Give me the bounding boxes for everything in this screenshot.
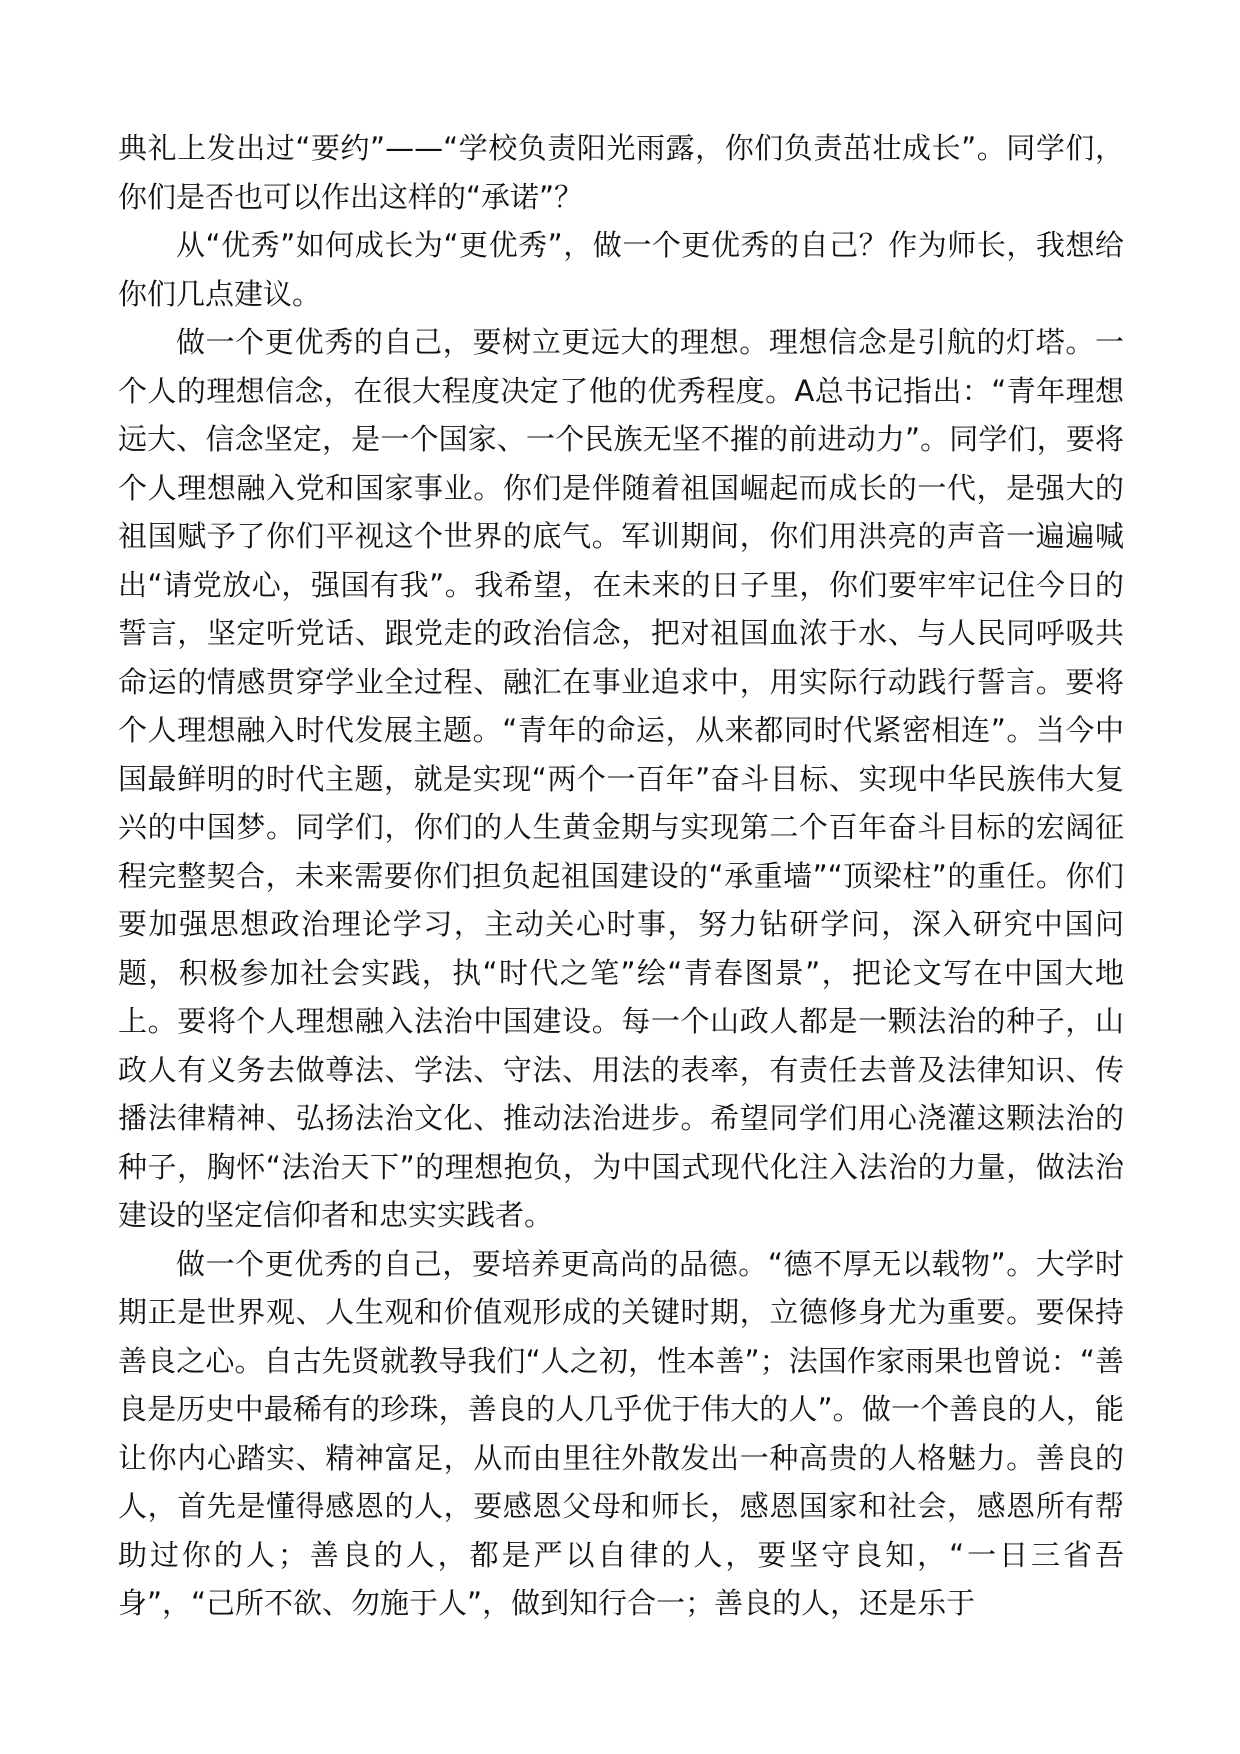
paragraph-1: 典礼上发出过“要约”——“学校负责阳光雨露，你们负责茁壮成长”。同学们，你们是否也可以作出这样的“承诺”？: [118, 131, 1124, 214]
document-body: [118, 124, 1124, 1628]
paragraph-2: 从“优秀”如何成长为“更优秀”，做一个更优秀的自己？作为师长，我想给你们几点建议。: [118, 228, 1124, 311]
paragraph-3: 做一个更优秀的自己，要树立更远大的理想。理想信念是引航的灯塔。一个人的理想信念，在很大程度决定了他的优秀程度。A总书记指出：“青年理想远大、信念坚定，是一个国家、一个民族无坚不摧的前进动力”。同学们，要将个人理想融入党和国家事业。你们是伴随着祖国崛起而成长的一代，是强大的祖国赋予了你们平视这个世界的底气。军训期间，你们用洪亮的声音一遍遍喊出“请党放心，强国有我”。我希望，在未来的日子里，你们要牢牢记住今日的誓言，坚定听党话、跟党走的政治信念，把对祖国血浓于水、与人民同呼吸共命运的情感贯穿学业全过程、融汇在事业追求中，用实际行动践行誓言。要将个人理想融入时代发展主题。“青年的命运，从来都同时代紧密相连”。当今中国最鲜明的时代主题，就是实现“两个一百年”奋斗目标、实现中华民族伟大复兴的中国梦。同学们，你们的人生黄金期与实现第二个百年奋斗目标的宏阔征程完整契合，未来需要你们担负起祖国建设的“承重墙”“顶梁柱”的重任。你们要加强思想政治理论学习，主动关心时事，努力钻研学问，深入研究中国问题，积极参加社会实践，执“时代之笔”绘“青春图景”，把论文写在中国大地上。要将个人理想融入法治中国建设。每一个山政人都是一颗法治的种子，山政人有义务去做尊法、学法、守法、用法的表率，有责任去普及法律知识、传播法律精神、弘扬法治文化、推动法治进步。希望同学们用心浇灌这颗法治的种子，胸怀“法治天下”的理想抱负，为中国式现代化注入法治的力量，做法治建设的坚定信仰者和忠实实践者。: [118, 325, 1124, 1232]
paragraph-4: 做一个更优秀的自己，要培养更高尚的品德。“德不厚无以载物”。大学时期正是世界观、人生观和价值观形成的关键时期，立德修身尤为重要。要保持善良之心。自古先贤就教导我们“人之初，性本善”；法国作家雨果也曾说：“善良是历史中最稀有的珍珠，善良的人几乎优于伟大的人”。做一个善良的人，能让你内心踏实、精神富足，从而由里往外散发出一种高贵的人格魅力。善良的人，首先是懂得感恩的人，要感恩父母和师长，感恩国家和社会，感恩所有帮助过你的人；善良的人，都是严以自律的人，要坚守良知，“一日三省吾身”，“己所不欲、勿施于人”，做到知行合一；善良的人，还是乐于: [118, 1246, 1124, 1620]
